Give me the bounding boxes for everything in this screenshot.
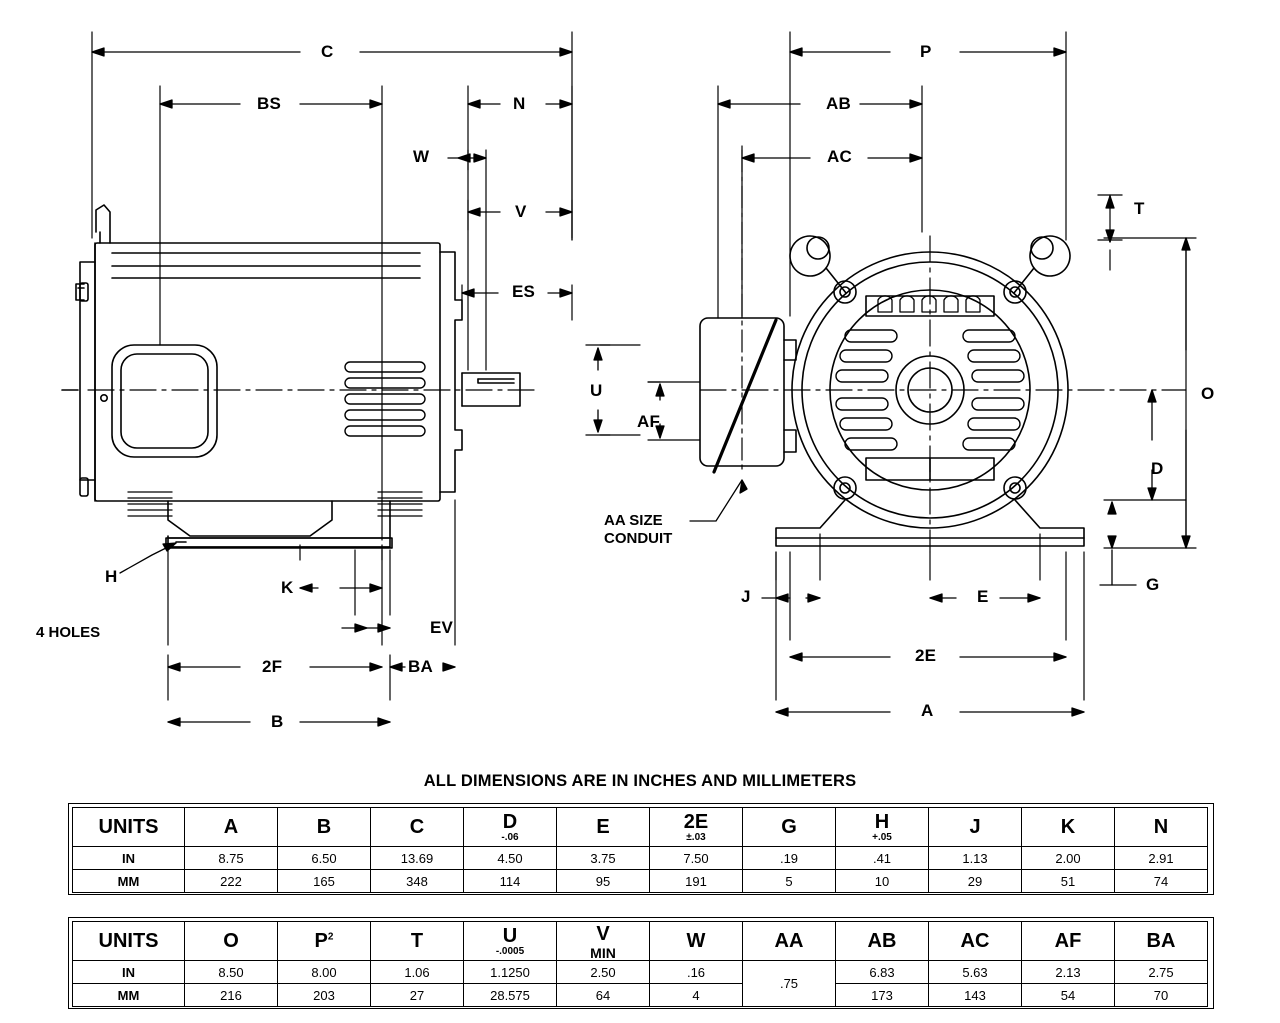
note-4-holes: 4 HOLES: [36, 624, 101, 641]
cell-in-ba: 2.75: [1115, 961, 1208, 984]
header-af: AF: [1022, 922, 1115, 961]
cell-in-af: 2.13: [1022, 961, 1115, 984]
header-h-tolerance: +.05: [872, 832, 892, 843]
dim-label-k: K: [281, 578, 294, 597]
dim-label-2e: 2E: [915, 646, 937, 665]
cell-in-d: 4.50: [464, 847, 557, 870]
header-c: C: [371, 808, 464, 847]
cell-mm-w: 4: [650, 984, 743, 1007]
cell-in-ab: 6.83: [836, 961, 929, 984]
header-2e-tolerance: ±.03: [686, 832, 706, 843]
cell-in-h: .41: [836, 847, 929, 870]
header-v-min: MIN: [590, 944, 616, 961]
header-v-main: V: [596, 922, 610, 945]
cell-mm-t: 27: [371, 984, 464, 1007]
cell-in-k: 2.00: [1022, 847, 1115, 870]
header-k: K: [1022, 808, 1115, 847]
row-label-mm-2: MM: [73, 984, 185, 1007]
cell-aa-merged: .75: [743, 961, 836, 1007]
dim-label-a: A: [921, 701, 934, 720]
header-units-2: UNITS: [73, 922, 185, 961]
row-label-mm: MM: [73, 870, 185, 893]
cell-in-t: 1.06: [371, 961, 464, 984]
dim-label-v: V: [515, 202, 527, 221]
cell-in-u: 1.1250: [464, 961, 557, 984]
dim-label-ab: AB: [826, 94, 851, 113]
dim-label-g: G: [1146, 575, 1160, 594]
dim-label-bs: BS: [257, 94, 282, 113]
cell-in-e: 3.75: [557, 847, 650, 870]
cell-mm-j: 29: [929, 870, 1022, 893]
dim-label-ev: EV: [430, 618, 454, 637]
cell-in-v: 2.50: [557, 961, 650, 984]
header-aa: AA: [743, 922, 836, 961]
dim-label-ac: AC: [827, 147, 852, 166]
header-2e-main: 2E: [683, 811, 709, 833]
header-t: T: [371, 922, 464, 961]
cell-in-o: 8.50: [185, 961, 278, 984]
cell-mm-e: 95: [557, 870, 650, 893]
header-p: [278, 922, 371, 961]
table-row: [73, 984, 1208, 1007]
cell-in-g: .19: [743, 847, 836, 870]
cell-mm-c: 348: [371, 870, 464, 893]
cell-mm-af: 54: [1022, 984, 1115, 1007]
cell-mm-g: 5: [743, 870, 836, 893]
cell-in-n: 2.91: [1115, 847, 1208, 870]
table-row-header: [73, 808, 1208, 847]
note-aa-size-conduit: [604, 512, 672, 548]
cell-mm-v: 64: [557, 984, 650, 1007]
cell-mm-ac: 143: [929, 984, 1022, 1007]
dim-label-2f: 2F: [262, 657, 283, 676]
dim-label-o: O: [1201, 384, 1215, 403]
header-ac: AC: [929, 922, 1022, 961]
row-label-in: IN: [73, 847, 185, 870]
dim-label-d: D: [1151, 459, 1164, 478]
header-h-main: H: [874, 811, 890, 833]
cell-in-p: 8.00: [278, 961, 371, 984]
cell-mm-a: 222: [185, 870, 278, 893]
cell-in-w: .16: [650, 961, 743, 984]
cell-mm-2e: 191: [650, 870, 743, 893]
header-d-main: D: [502, 811, 518, 833]
cell-in-j: 1.13: [929, 847, 1022, 870]
cell-mm-p: 203: [278, 984, 371, 1007]
cell-in-2e: 7.50: [650, 847, 743, 870]
cell-in-c: 13.69: [371, 847, 464, 870]
dim-label-u: U: [590, 381, 603, 400]
header-u-main: U: [502, 925, 518, 947]
row-label-in-2: IN: [73, 961, 185, 984]
dim-label-p: P: [920, 42, 932, 61]
header-p-main: P: [314, 929, 328, 952]
note-aa-line2: CONDUIT: [604, 530, 673, 547]
header-p-footnote: 2: [327, 930, 334, 942]
dim-label-e: E: [977, 587, 989, 606]
cell-mm-n: 74: [1115, 870, 1208, 893]
dimension-table-1: [72, 807, 1208, 893]
dim-label-w: W: [413, 147, 430, 166]
cell-in-b: 6.50: [278, 847, 371, 870]
dim-label-n: N: [513, 94, 526, 113]
cell-mm-d: 114: [464, 870, 557, 893]
cell-mm-ba: 70: [1115, 984, 1208, 1007]
cell-mm-h: 10: [836, 870, 929, 893]
cell-mm-k: 51: [1022, 870, 1115, 893]
header-h: [836, 808, 929, 847]
header-n: N: [1115, 808, 1208, 847]
table-row: [73, 961, 1208, 984]
table-row-header: [73, 922, 1208, 961]
cell-mm-o: 216: [185, 984, 278, 1007]
table-row: [73, 847, 1208, 870]
dim-label-j: J: [741, 587, 751, 606]
header-d-tolerance: -.06: [501, 832, 519, 843]
header-ba: BA: [1115, 922, 1208, 961]
dimension-table-2: [72, 921, 1208, 1007]
cell-mm-b: 165: [278, 870, 371, 893]
header-ab: AB: [836, 922, 929, 961]
dim-label-t: T: [1134, 199, 1145, 218]
dim-label-af: AF: [637, 412, 661, 431]
header-units: UNITS: [73, 808, 185, 847]
table-row: [73, 870, 1208, 893]
header-2e: [650, 808, 743, 847]
header-b: B: [278, 808, 371, 847]
header-d: [464, 808, 557, 847]
cell-in-a: 8.75: [185, 847, 278, 870]
cell-mm-u: 28.575: [464, 984, 557, 1007]
dim-label-b: B: [271, 712, 284, 731]
dim-label-h: H: [105, 567, 118, 586]
header-u: [464, 922, 557, 961]
dim-label-ba: BA: [408, 657, 433, 676]
header-u-tolerance: -.0005: [495, 946, 525, 957]
header-w: W: [650, 922, 743, 961]
cell-in-ac: 5.63: [929, 961, 1022, 984]
header-a: A: [185, 808, 278, 847]
header-o: O: [185, 922, 278, 961]
note-aa-line1: AA SIZE: [604, 512, 663, 529]
header-e: E: [557, 808, 650, 847]
table-title: ALL DIMENSIONS ARE IN INCHES AND MILLIMETERS: [423, 772, 857, 790]
dim-label-es: ES: [512, 282, 536, 301]
cell-mm-ab: 173: [836, 984, 929, 1007]
header-v: [557, 922, 650, 961]
dim-label-c: C: [321, 42, 334, 61]
header-j: J: [929, 808, 1022, 847]
header-g: G: [743, 808, 836, 847]
